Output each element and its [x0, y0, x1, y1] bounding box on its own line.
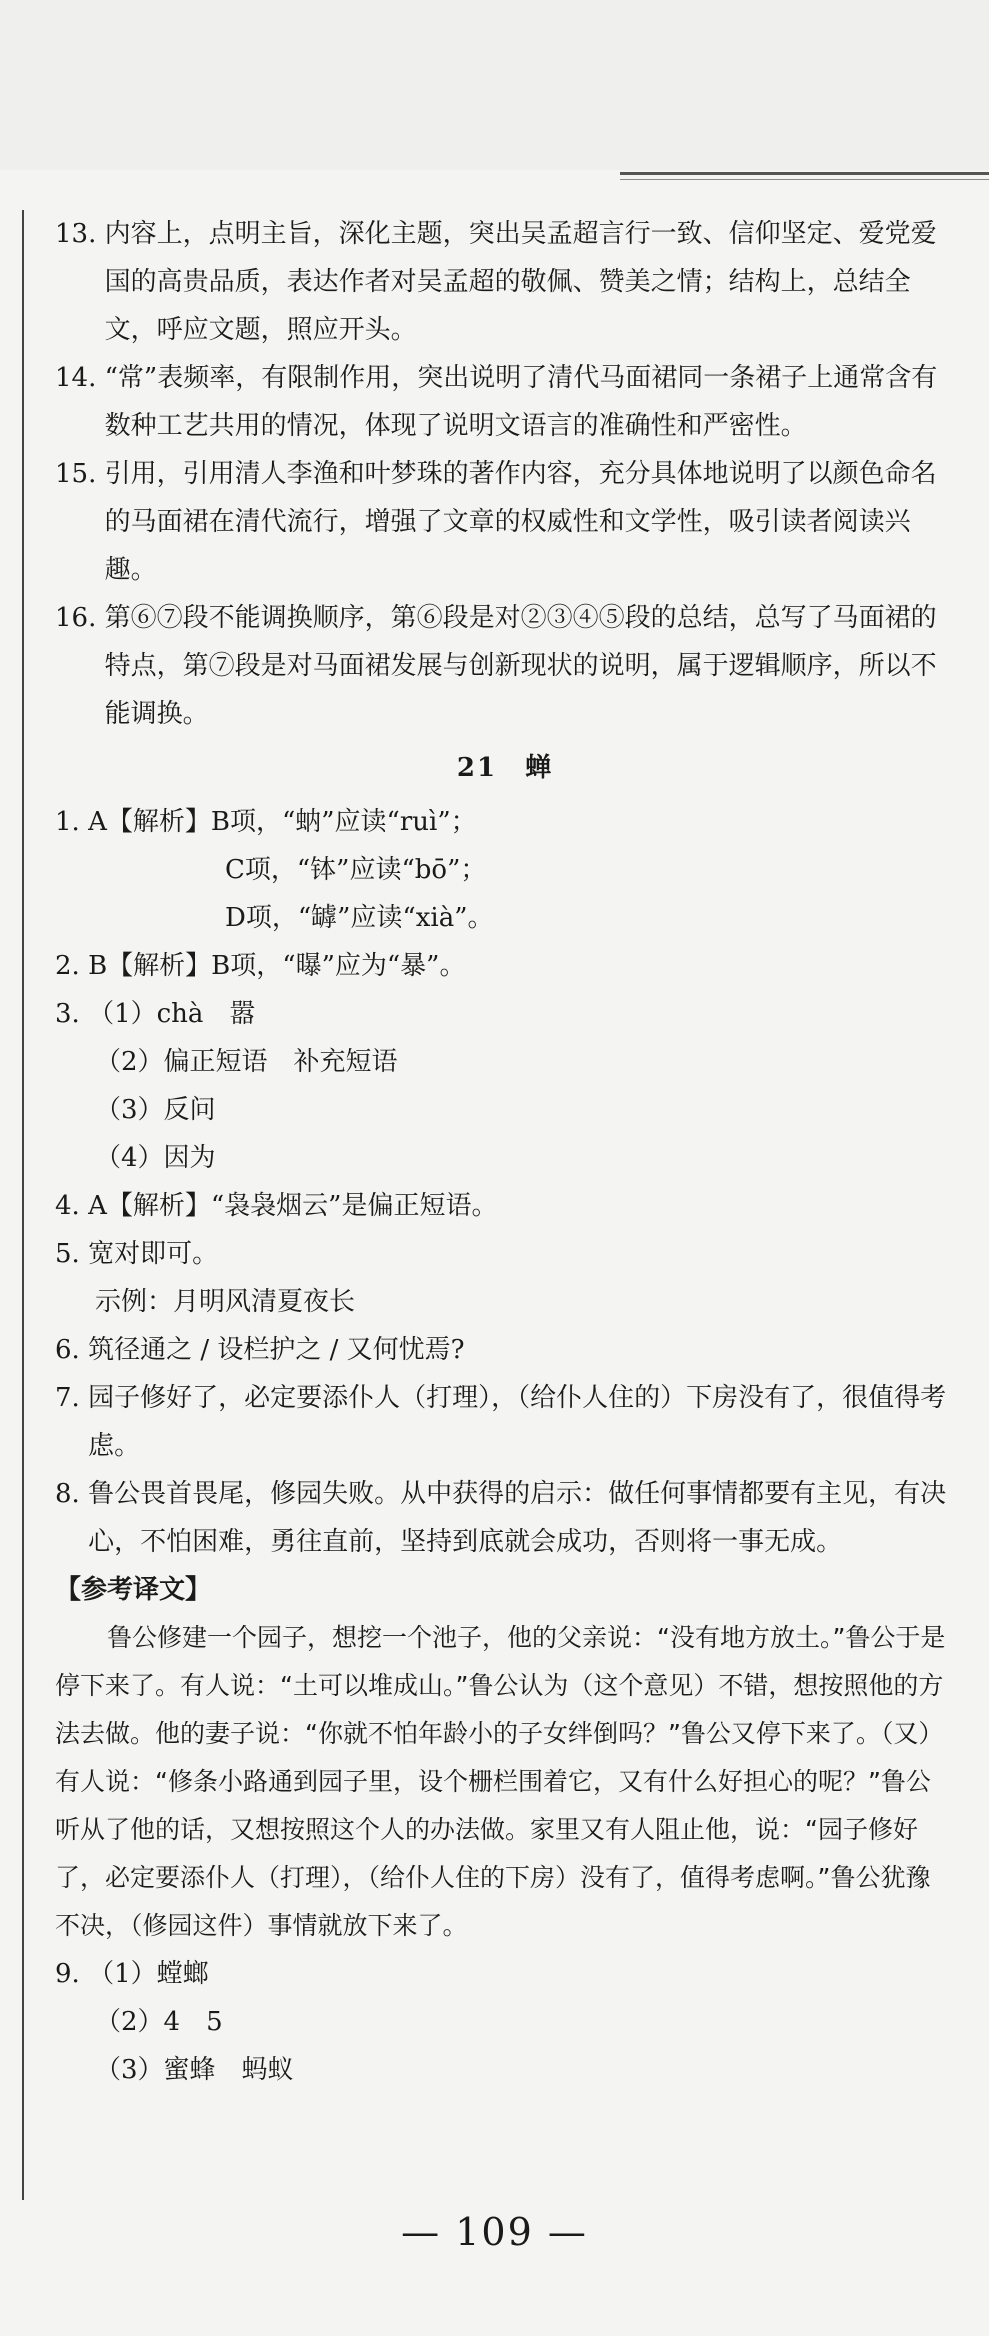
- answer-1-line-c: C项，“钵”应读“bō”；: [225, 855, 487, 885]
- answer-3-part-3: （3）反问: [95, 1095, 216, 1125]
- page-number: — 109 —: [401, 2210, 588, 2254]
- answer-3-part-4: （4）因为: [95, 1143, 216, 1173]
- answer-5: 5. 宽对即可。: [55, 1239, 219, 1269]
- answer-9-part-3: （3）蜜蜂 蚂蚁: [95, 2055, 294, 2085]
- answer-15: 15. 引用，引用清人李渔和叶梦珠的著作内容，充分具体地说明了以颜色命名的马面裙在清代流行，增强了文章的权威性和文学性，吸引读者阅读兴趣。: [55, 459, 937, 585]
- answer-6: 6. 筑径通之 / 设栏护之 / 又何忧焉?: [55, 1335, 465, 1365]
- header-rule-thin: [620, 179, 989, 180]
- answer-3-part-2: （2）偏正短语 补充短语: [95, 1047, 398, 1077]
- left-margin-rule: [22, 210, 24, 2200]
- answer-4: 4. A【解析】“袅袅烟云”是偏正短语。: [55, 1191, 498, 1221]
- answer-content: [55, 210, 955, 2094]
- answer-5-example: 示例：月明风清夏夜长: [95, 1287, 356, 1317]
- answer-1: 1. A【解析】B项，“蚋”应读“ruì”；: [55, 807, 477, 837]
- answer-2: 2. B【解析】B项，“曝”应为“暴”。: [55, 951, 466, 981]
- reference-translation-text: 鲁公修建一个园子，想挖一个池子，他的父亲说：“没有地方放土。”鲁公于是停下来了。有人说：“土可以堆成山。”鲁公认为（这个意见）不错，想按照他的方法去做。他的妻子说：“你就不怕年龄小的子女绊倒吗？”鲁公又停下来了。（又）有人说：“修条小路通到园子里，设个栅栏围着它，又有什么好担心的呢？”鲁公听从了他的话，又想按照这个人的办法做。家里又有人阻止他，说：“园子修好了，必定要添仆人（打理），（给仆人住的下房）没有了，值得考虑啊。”鲁公犹豫不决，（修园这件）事情就放下来了。: [55, 1623, 946, 1940]
- answer-9: 9. （1）螳螂: [55, 1959, 209, 1989]
- section-title: 21 蝉: [456, 753, 554, 783]
- answer-8: 8. 鲁公畏首畏尾，修园失败。从中获得的启示：做任何事情都要有主见，有决心，不怕困难，勇往直前，坚持到底就会成功，否则将一事无成。: [55, 1479, 947, 1557]
- answer-7: 7. 园子修好了，必定要添仆人（打理），（给仆人住的）下房没有了，很值得考虑。: [55, 1383, 947, 1461]
- header-rule: [620, 172, 989, 175]
- page-top-margin: [0, 0, 989, 170]
- answer-14: 14. “常”表频率，有限制作用，突出说明了清代马面裙同一条裙子上通常含有数种工艺共用的情况，体现了说明文语言的准确性和严密性。: [55, 363, 938, 441]
- reference-translation-heading: 【参考译文】: [55, 1575, 212, 1605]
- answer-3: 3. （1）chà 嚣: [55, 999, 256, 1029]
- answer-16: 16. 第⑥⑦段不能调换顺序，第⑥段是对②③④⑤段的总结，总写了马面裙的特点，第⑦段是对马面裙发展与创新现状的说明，属于逻辑顺序，所以不能调换。: [55, 603, 937, 729]
- answer-9-part-2: （2）4 5: [95, 2007, 223, 2037]
- answer-13: 13. 内容上，点明主旨，深化主题，突出吴孟超言行一致、信仰坚定、爱党爱国的高贵品质，表达作者对吴孟超的敬佩、赞美之情；结构上，总结全文，呼应文题，照应开头。: [55, 219, 937, 345]
- answer-1-line-d: D项，“罅”应读“xià”。: [225, 903, 494, 933]
